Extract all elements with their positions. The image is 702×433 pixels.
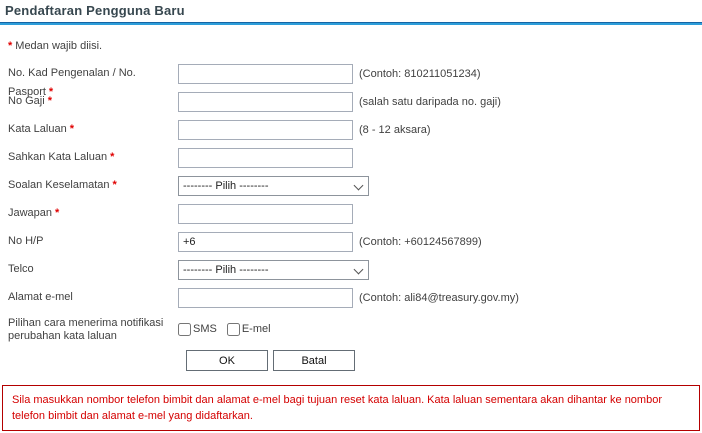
password-label: Kata Laluan * — [8, 123, 74, 135]
required-asterisk: * — [55, 207, 60, 219]
answer-input[interactable] — [178, 204, 353, 224]
required-asterisk: * — [112, 179, 117, 191]
email-label: Alamat e-mel — [8, 291, 73, 303]
form-row-confirm-password — [0, 148, 702, 169]
required-asterisk: * — [110, 151, 115, 163]
password-hint: (8 - 12 aksara) — [359, 124, 431, 136]
reset-password-notice: Sila masukkan nombor telefon bimbit dan alamat e-mel bagi tujuan reset kata laluan. Kata laluan sementara akan dihantar ke nombor telefon bimbit dan alamat e-mel yang didaftarkan. — [2, 385, 700, 431]
telco-label: Telco — [8, 263, 34, 275]
form-actions — [186, 350, 702, 371]
sms-checkbox[interactable] — [178, 323, 191, 336]
required-note-text: Medan wajib diisi. — [15, 40, 103, 52]
form-row-password — [0, 120, 702, 141]
form-row-mobile — [0, 232, 702, 253]
email-checkbox[interactable] — [227, 323, 240, 336]
password-input[interactable] — [178, 120, 353, 140]
required-fields-note — [8, 40, 702, 53]
required-asterisk: * — [8, 40, 13, 52]
email-hint: (Contoh: ali84@treasury.gov.my) — [359, 292, 519, 304]
required-asterisk: * — [47, 95, 52, 107]
required-asterisk: * — [69, 123, 74, 135]
ic-passport-hint: (Contoh: 810211051234) — [359, 68, 481, 80]
mobile-hint: (Contoh: +60124567899) — [359, 236, 482, 248]
form-row-security-question — [0, 176, 702, 197]
page-title: Pendaftaran Pengguna Baru — [5, 3, 185, 18]
form-row-notification — [0, 316, 702, 344]
form-row-email — [0, 288, 702, 309]
security-question-label: Soalan Keselamatan * — [8, 179, 117, 191]
form-row-answer — [0, 204, 702, 225]
confirm-password-input[interactable] — [178, 148, 353, 168]
sms-checkbox-label: SMS — [193, 323, 217, 335]
required-asterisk: * — [48, 86, 54, 98]
mobile-input[interactable] — [178, 232, 353, 252]
salary-no-input[interactable] — [178, 92, 353, 112]
form-row-ic-passport — [0, 64, 702, 98]
form-row-telco — [0, 260, 702, 281]
ok-button[interactable]: OK — [186, 350, 268, 371]
mobile-label: No H/P — [8, 235, 44, 247]
confirm-password-label: Sahkan Kata Laluan * — [8, 151, 115, 163]
salary-no-hint: (salah satu daripada no. gaji) — [359, 96, 501, 108]
registration-form — [0, 64, 702, 344]
security-question-select[interactable] — [178, 176, 369, 196]
header-divider-light — [0, 23, 702, 25]
email-input[interactable] — [178, 288, 353, 308]
ic-passport-label: No. Kad Pengenalan / No. Pasport * — [8, 67, 136, 98]
telco-select[interactable] — [178, 260, 369, 280]
form-row-salary-no — [0, 92, 702, 113]
answer-label: Jawapan * — [8, 207, 60, 219]
email-checkbox-label: E-mel — [241, 323, 271, 335]
notification-label: Pilihan cara menerima notifikasi perubahan kata laluan — [8, 317, 164, 342]
cancel-button[interactable]: Batal — [273, 350, 355, 371]
ic-passport-input[interactable] — [178, 64, 353, 84]
salary-no-label: No Gaji * — [8, 95, 52, 107]
